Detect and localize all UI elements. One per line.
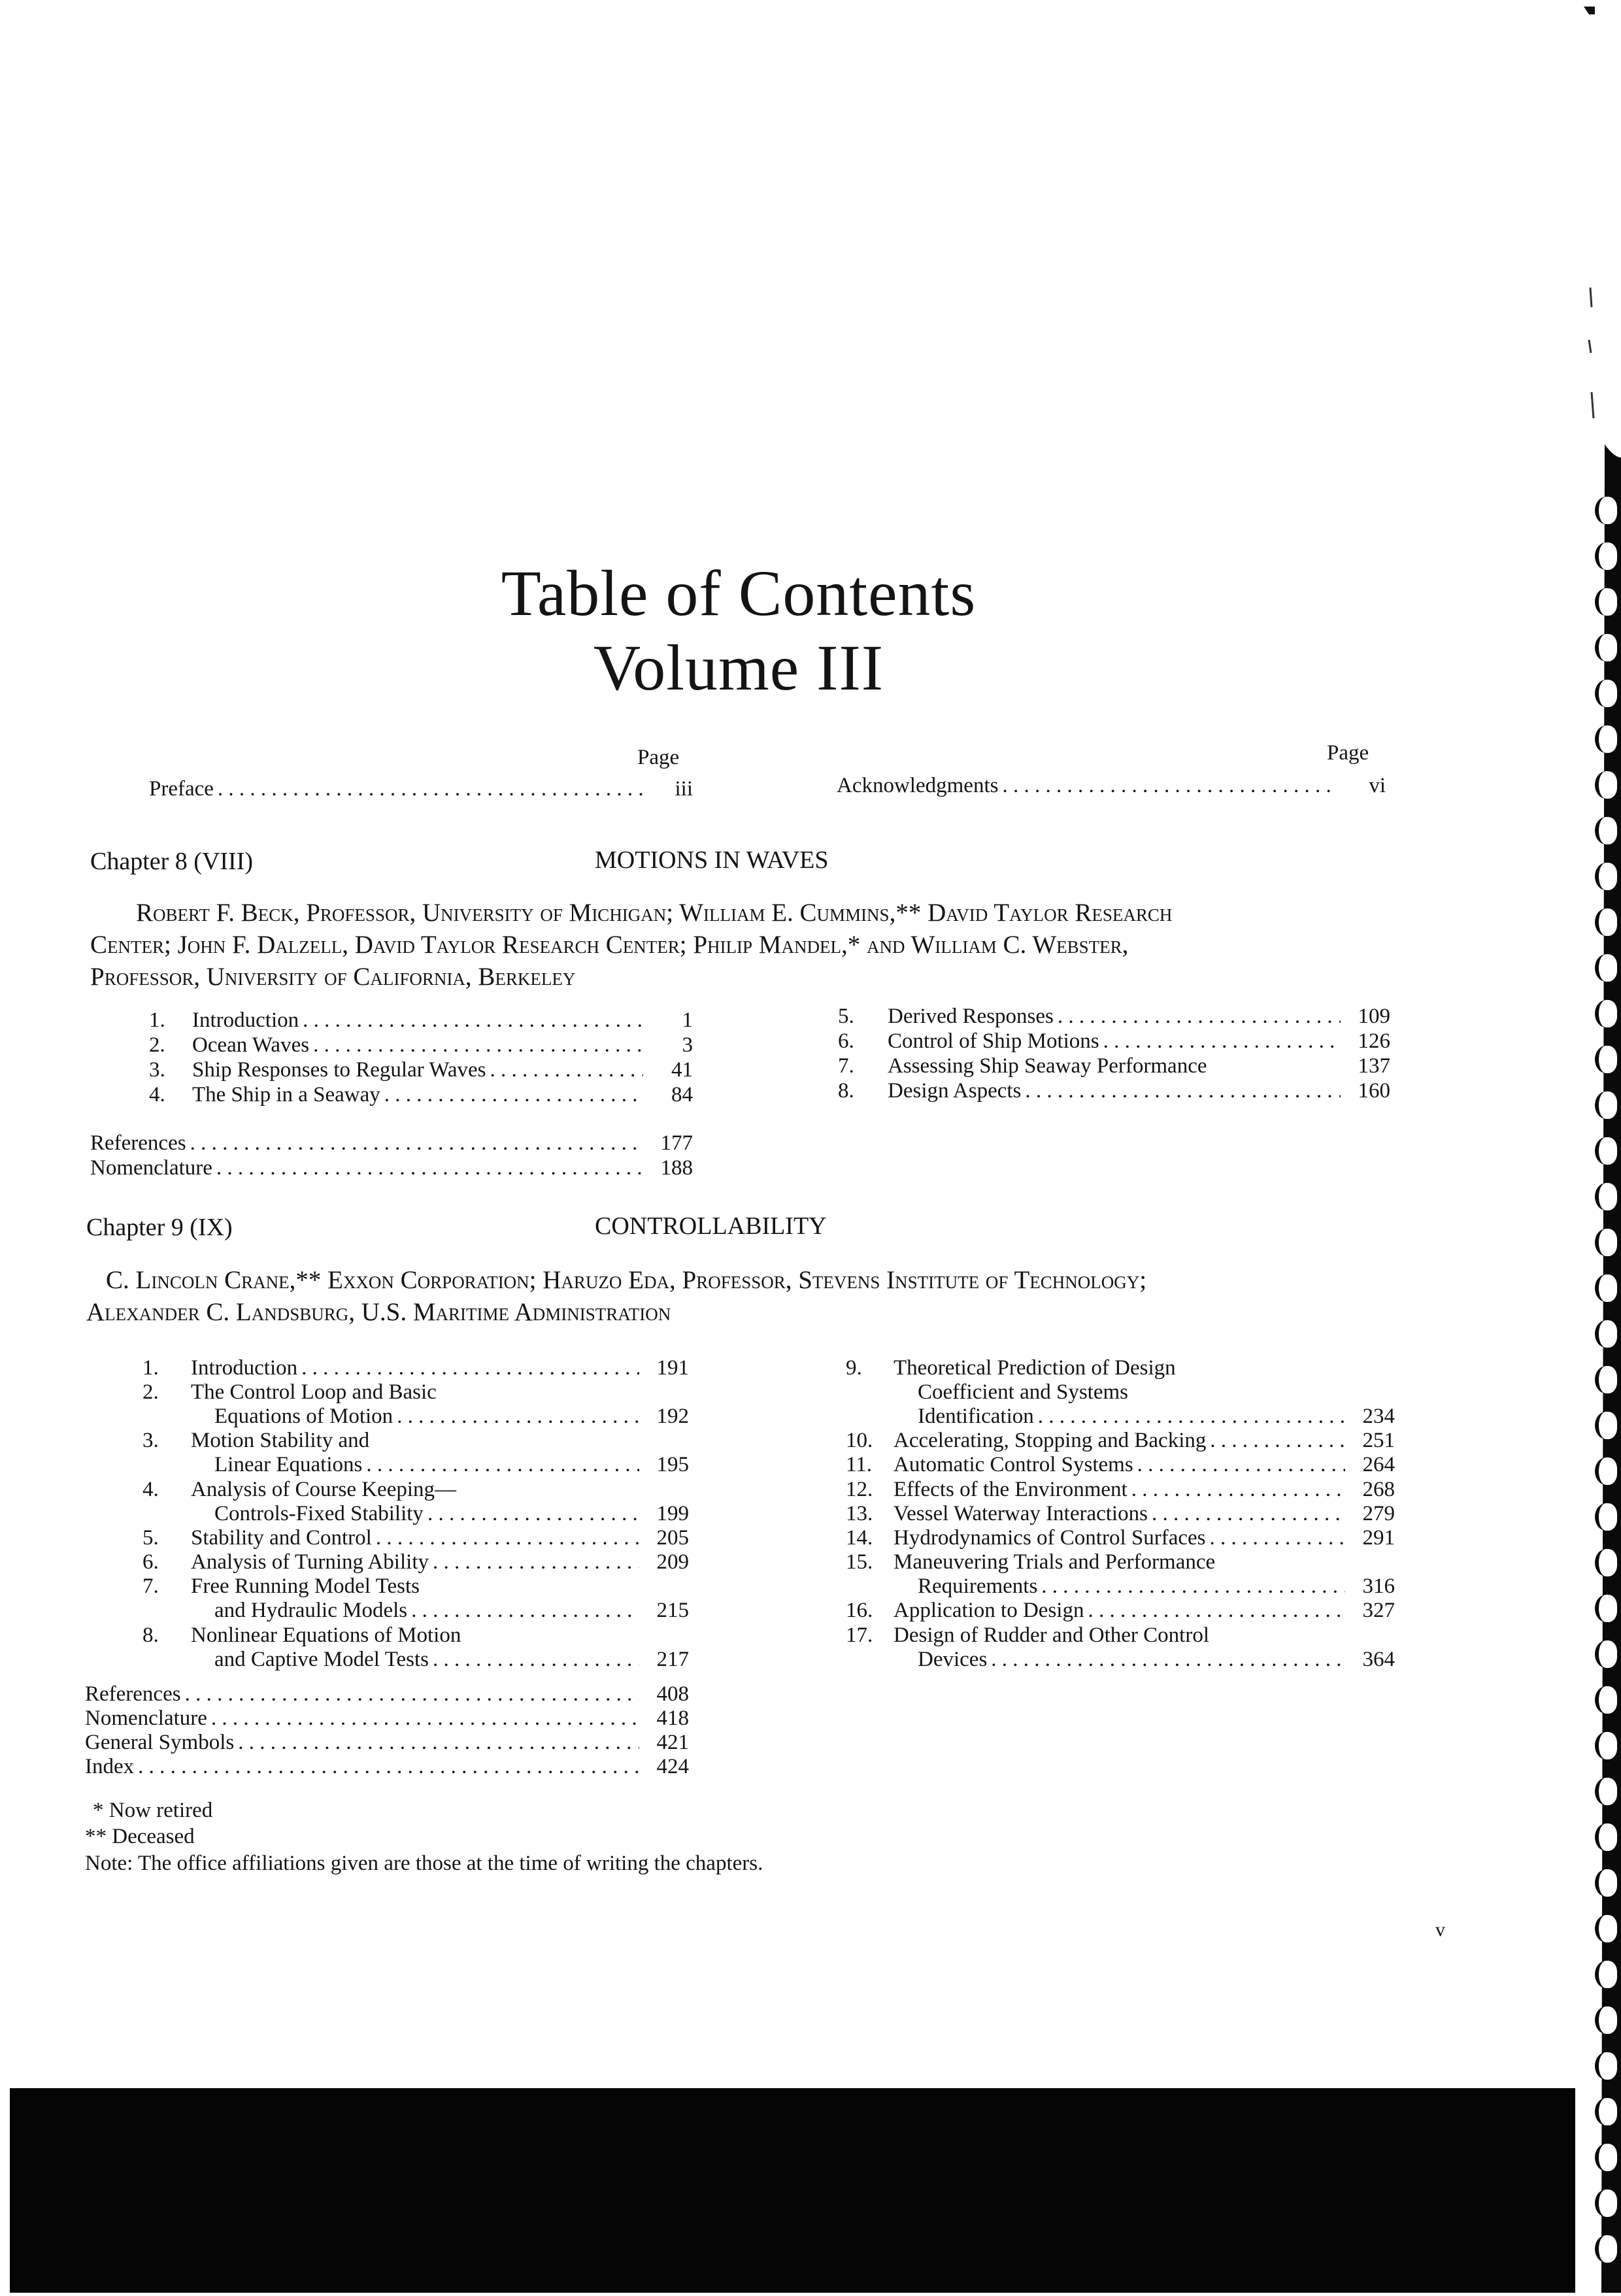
toc-entry[interactable] [90,1156,693,1180]
entry-label: Devices [918,1648,988,1671]
entry-page: 188 [660,1156,693,1180]
binding-hole [1595,1778,1617,1805]
entry-label: General Symbols [85,1731,235,1754]
binding-hole [1595,1320,1617,1348]
binding-hole [1595,588,1617,616]
entry-page: 268 [1362,1478,1395,1501]
entry-label: Index [85,1755,135,1778]
entry-page: iii [675,777,693,801]
entry-label: and Hydraulic Models [214,1599,408,1622]
entry-page: 160 [1358,1079,1390,1103]
dot-leader [238,1730,639,1755]
entry-title-line: Nonlinear Equations of Motion [191,1623,461,1647]
footnote-deceased: ** Deceased [85,1825,195,1848]
entry-page: 251 [1362,1429,1395,1452]
author-line: Robert F. Beck, Professor, University of Michigan; William E. Cummins,** David Taylor Research [136,899,1173,927]
entry-number: 10. [846,1429,873,1452]
entry-label: Controls-Fixed Stability [214,1502,424,1525]
toc-entry[interactable] [214,1647,689,1672]
entry-page: 418 [656,1706,689,1730]
page-column-label-left: Page [637,746,680,769]
toc-entry[interactable] [846,1428,1395,1453]
toc-entry[interactable] [149,1082,693,1107]
binding-hole [1595,1915,1617,1942]
binding-hole [1595,1229,1617,1256]
dot-leader [1210,1428,1345,1453]
entry-page: 408 [656,1682,689,1706]
dot-leader [211,1706,639,1731]
binding-hole [1595,1091,1617,1119]
toc-entry[interactable] [918,1647,1395,1672]
entry-number: 1. [142,1356,159,1380]
binding-hole [1595,1686,1617,1714]
entry-label: Introduction [192,1008,299,1032]
entry-label: Assessing Ship Seaway Performance [888,1054,1207,1078]
binding-hole [1595,1366,1617,1393]
entry-number: 3. [142,1429,159,1452]
binding-hole [1595,2098,1617,2125]
entry-number: 1. [149,1008,165,1032]
entry-label: Nomenclature [90,1156,212,1180]
dot-leader [433,1550,639,1574]
binding-hole [1595,1183,1617,1210]
entry-page: 1 [682,1008,693,1032]
entry-page: 195 [656,1453,689,1476]
entry-number: 5. [142,1526,159,1550]
binding-hole [1595,1961,1617,1988]
binding-hole [1595,1274,1617,1302]
entry-title-line: Theoretical Prediction of Design [894,1356,1176,1380]
dot-leader [185,1682,639,1706]
binding-hole [1595,634,1617,661]
chapter-8-authors [90,898,1397,992]
toc-entry[interactable] [846,1501,1395,1526]
entry-label: Equations of Motion [214,1405,393,1428]
dot-leader [411,1598,639,1623]
entry-number: 6. [142,1550,159,1574]
toc-entry[interactable] [918,1574,1395,1599]
entry-title-line: Coefficient and Systems [918,1380,1129,1404]
dot-leader [303,1008,643,1033]
entry-number: 7. [838,1054,854,1078]
page-column-label-right: Page [1327,741,1369,765]
entry-label: Vessel Waterway Interactions [894,1502,1148,1525]
toc-entry-preface[interactable] [149,776,693,801]
toc-entry[interactable] [85,1754,689,1779]
binding-hole [1595,1137,1617,1165]
page-subtitle: Volume III [593,631,884,704]
dot-leader [490,1057,643,1082]
entry-page: 424 [656,1755,689,1778]
entry-number: 16. [846,1599,873,1622]
entry-label: Nomenclature [85,1706,207,1730]
author-line: C. Lincoln Crane,** Exxon Corporation; Haruzo Eda, Professor, Stevens Institute of Technology; [106,1266,1147,1294]
entry-title-line: Free Running Model Tests [191,1574,420,1598]
entry-page: 84 [671,1083,693,1106]
entry-number: 6. [838,1029,854,1053]
binding-hole [1595,1549,1617,1576]
entry-number: 4. [149,1083,165,1106]
author-line: Professor, University of California, Berkeley [90,962,576,991]
entry-number: 12. [846,1478,873,1501]
entry-label: and Captive Model Tests [214,1648,429,1671]
binding-hole [1595,1046,1617,1073]
entry-page: 177 [660,1131,693,1155]
dot-leader [384,1082,643,1107]
binding-hole [1595,908,1617,936]
entry-label: Ship Responses to Regular Waves [192,1058,486,1082]
binding-hole [1595,2144,1617,2171]
dot-leader [138,1754,639,1779]
entry-title-line: The Control Loop and Basic [191,1380,437,1404]
dot-leader [313,1033,643,1057]
entry-number: 3. [149,1058,165,1082]
entry-number: 4. [142,1478,159,1501]
binding-hole [1595,863,1617,890]
entry-title-line: Motion Stability and [191,1429,370,1452]
entry-page: 191 [656,1356,689,1380]
entry-number: 13. [846,1502,873,1525]
binding-hole [1595,2052,1617,2080]
toc-entry[interactable] [846,1477,1395,1502]
entry-title-line: Analysis of Course Keeping— [191,1478,457,1501]
toc-entry[interactable] [142,1525,689,1550]
dot-leader [1131,1477,1345,1502]
dot-leader [1210,1525,1346,1550]
dot-leader [397,1404,639,1429]
dot-leader [1058,1004,1341,1029]
toc-entry[interactable] [838,1004,1390,1029]
entry-number: 15. [846,1550,873,1574]
entry-page: 327 [1362,1599,1395,1622]
dot-leader [218,776,643,801]
entry-page: 215 [656,1599,689,1622]
entry-number: 2. [142,1380,159,1404]
dot-leader [1038,1404,1345,1429]
dot-leader [1041,1574,1345,1599]
entry-label: Hydrodynamics of Control Surfaces [894,1526,1206,1550]
toc-entry[interactable] [142,1356,689,1380]
entry-number: 14. [846,1526,873,1550]
toc-entry[interactable] [918,1404,1395,1429]
entry-label: References [85,1682,181,1706]
entry-page: 217 [656,1648,689,1671]
entry-label: Introduction [191,1356,298,1380]
binding-hole [1595,725,1617,753]
dot-leader [216,1156,643,1180]
entry-page: 205 [656,1526,689,1550]
entry-label: The Ship in a Seaway [192,1083,380,1106]
binding-hole [1595,1869,1617,1897]
entry-page: 199 [656,1502,689,1525]
entry-label: Stability and Control [191,1526,372,1550]
entry-label: Derived Responses [888,1005,1054,1028]
entry-label: Preface [149,777,214,801]
chapter-9-subject: CONTROLLABILITY [595,1212,827,1240]
toc-entry-acknowledgments[interactable] [837,773,1386,798]
entry-label: Application to Design [894,1599,1084,1622]
author-line: Center; John F. Dalzell, David Taylor Research Center; Philip Mandel,* and William C. Webster, [90,930,1129,959]
entry-number: 5. [838,1005,854,1028]
chapter-8-subject: MOTIONS IN WAVES [595,846,829,874]
entry-title-line: Maneuvering Trials and Performance [894,1550,1216,1574]
page-title: Table of Contents [501,557,977,629]
author-line: Alexander C. Landsburg, U.S. Maritime Administration [86,1297,671,1326]
dot-leader [1137,1452,1345,1477]
footnote-note: Note: The office affiliations given are those at the time of writing the chapters. [85,1852,763,1875]
binding-hole [1595,1503,1617,1531]
entry-label: Acknowledgments [837,774,999,797]
toc-entry[interactable] [214,1598,689,1623]
chapter-8-heading: Chapter 8 (VIII) [90,848,254,875]
dot-leader [1152,1501,1345,1526]
entry-label: Accelerating, Stopping and Backing [894,1429,1207,1452]
entry-page: 41 [671,1058,693,1082]
entry-page: 109 [1358,1005,1390,1028]
binding-hole [1595,497,1617,524]
toc-entry[interactable] [149,1008,693,1033]
binding-hole [1595,1823,1617,1851]
binding-hole [1595,771,1617,799]
toc-entry[interactable] [846,1452,1395,1477]
entry-number: 17. [846,1623,873,1647]
entry-page: 291 [1362,1526,1395,1550]
entry-label: Linear Equations [214,1453,363,1476]
entry-page: 126 [1358,1029,1390,1053]
entry-label: Identification [918,1405,1034,1428]
entry-title-line: Design of Rudder and Other Control [894,1623,1209,1647]
entry-number: 2. [149,1033,165,1057]
toc-entry[interactable] [838,1029,1390,1054]
toc-entry[interactable] [149,1033,693,1057]
toc-entry[interactable] [149,1057,693,1082]
dot-leader [301,1356,639,1380]
binding-hole [1595,817,1617,844]
dot-leader [190,1131,643,1156]
dot-leader [1088,1598,1345,1623]
binding-hole [1595,1457,1617,1485]
binding-hole [1595,680,1617,707]
entry-page: 279 [1362,1502,1395,1525]
toc-entry[interactable] [838,1078,1390,1103]
entry-page: vi [1369,774,1386,797]
entry-page: 234 [1362,1405,1395,1428]
toc-entry[interactable] [214,1501,689,1526]
entry-label: Requirements [918,1574,1038,1598]
toc-entry[interactable] [90,1131,693,1156]
binding-hole [1595,2189,1617,2217]
dot-leader [427,1501,639,1526]
binding-hole [1595,542,1617,570]
toc-entry[interactable] [214,1452,689,1477]
entry-page: 421 [656,1731,689,1754]
entry-number: 8. [838,1079,854,1103]
binding-hole [1595,2006,1617,2034]
entry-page: 364 [1362,1648,1395,1671]
entry-page: 192 [656,1405,689,1428]
entry-label: Automatic Control Systems [894,1453,1133,1476]
entry-number: 7. [142,1574,159,1598]
toc-entry[interactable] [142,1550,689,1574]
entry-page: 137 [1358,1054,1390,1078]
dot-leader [366,1452,639,1477]
dot-leader [1025,1078,1341,1103]
dot-leader [991,1647,1345,1672]
binding-hole [1595,954,1617,982]
binding-hole [1595,1732,1617,1759]
scan-shadow-bar [10,2088,1575,2293]
chapter-9-heading: Chapter 9 (IX) [86,1214,233,1241]
page-number: v [1435,1919,1445,1940]
entry-page: 264 [1362,1453,1395,1476]
toc-entry[interactable] [846,1598,1395,1623]
toc-entry[interactable] [846,1525,1395,1550]
toc-entry[interactable] [85,1730,689,1755]
entry-label: References [90,1131,186,1155]
chapter-9-authors [86,1265,1400,1328]
entry-page: 3 [682,1033,693,1057]
entry-number: 9. [846,1356,862,1380]
dot-leader [1103,1029,1341,1054]
binding-hole [1595,1412,1617,1439]
binding-hole [1595,1595,1617,1622]
footnote-retired: * Now retired [93,1799,213,1822]
entry-page: 209 [656,1550,689,1574]
toc-entry[interactable] [838,1054,1390,1078]
toc-entry[interactable] [214,1404,689,1429]
entry-label: Control of Ship Motions [888,1029,1099,1053]
dot-leader [433,1647,639,1672]
entry-number: 8. [142,1623,159,1647]
entry-label: Effects of the Environment [894,1478,1128,1501]
entry-page: 316 [1362,1574,1395,1598]
dot-leader [1002,773,1336,798]
toc-entry[interactable] [85,1682,689,1706]
entry-label: Design Aspects [888,1079,1022,1103]
entry-label: Analysis of Turning Ability [191,1550,429,1574]
binding-hole [1595,2235,1617,2263]
binding-hole [1595,1000,1617,1027]
binding-hole [1595,1640,1617,1668]
entry-number: 11. [846,1453,873,1476]
dot-leader [376,1525,639,1550]
entry-label: Ocean Waves [192,1033,310,1057]
toc-entry[interactable] [85,1706,689,1731]
